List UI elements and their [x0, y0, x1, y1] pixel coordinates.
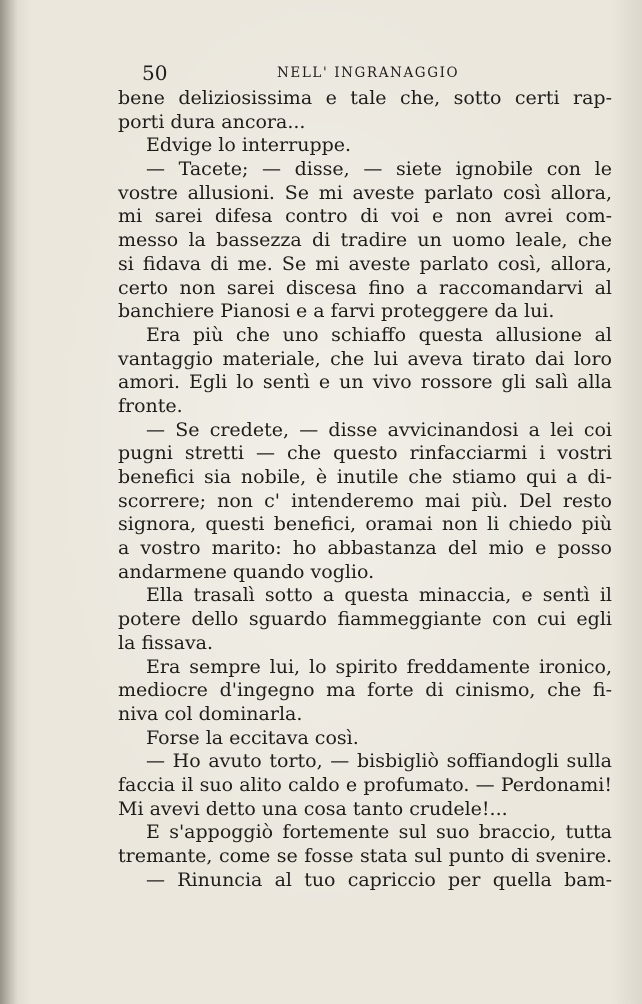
text-line: banchiere Pianosi e a farvi proteggere da lui. — [118, 300, 555, 323]
text-line: certo non sarei discesa fino a raccomandarvi al — [118, 276, 612, 299]
text-line: mi sarei difesa contro di voi e non avrei com- — [118, 205, 612, 228]
page-number: 50 — [142, 61, 168, 85]
text-line: Edvige lo interruppe. — [146, 134, 352, 157]
text-line: Era sempre lui, lo spirito freddamente ironico, — [146, 655, 612, 678]
text-line: si fidava di me. Se mi aveste parlato così, allora, — [118, 252, 612, 275]
text-line: amori. Egli lo sentì e un vivo rossore gli salì alla — [118, 371, 612, 394]
text-line: potere dello sguardo fiammeggiante con cui egli — [118, 608, 612, 631]
text-line: messo la bassezza di tradire un uomo leale, che — [118, 229, 612, 252]
text-line: signora, questi benefici, oramai non li chiedo più — [118, 513, 612, 536]
text-line: Ella trasalì sotto a questa minaccia, e sentì il — [146, 584, 612, 607]
text-line: a vostro marito: ho abbastanza del mio e posso — [118, 537, 612, 560]
text-line: vostre allusioni. Se mi aveste parlato così allora, — [118, 181, 612, 204]
text-line: Era più che uno schiaffo questa allusione al — [146, 323, 612, 346]
text-line: Mi avevi detto una cosa tanto crudele!... — [118, 797, 508, 820]
text-line: — Tacete; — disse, — siete ignobile con le — [146, 158, 612, 181]
running-head — [0, 60, 642, 86]
text-line: Forse la eccitava così. — [146, 726, 359, 749]
text-line: bene deliziosissima e tale che, sotto certi rap- — [118, 87, 612, 109]
text-line: E s'appoggiò fortemente sul suo braccio, tutta — [146, 821, 612, 844]
text-line: la fissava. — [118, 631, 214, 654]
text-line: — Se credete, — disse avvicinandosi a lei coi — [146, 418, 612, 441]
text-line: porti dura ancora... — [118, 110, 306, 133]
text-line: tremante, come se fosse stata sul punto di svenire. — [118, 845, 612, 867]
text-line: scorrere; non c' intenderemo mai più. Del resto — [118, 489, 612, 512]
body-text — [118, 87, 612, 892]
text-line: fronte. — [118, 394, 183, 417]
text-line: andarmene quando voglio. — [118, 560, 375, 583]
running-title: NELL' INGRANAGGIO — [277, 65, 460, 81]
text-line: mediocre d'ingegno ma forte di cinismo, che fi- — [118, 679, 612, 702]
text-line: benefici sia nobile, è inutile che stiamo qui a di- — [118, 466, 612, 488]
text-line: — Ho avuto torto, — bisbigliò soffiandogli sulla — [146, 750, 612, 773]
gutter-shadow — [0, 0, 18, 1004]
text-line: — Rinuncia al tuo capriccio per quella bam- — [146, 868, 612, 891]
text-line: vantaggio materiale, che lui aveva tirato dai loro — [118, 347, 612, 370]
text-line: niva col dominarla. — [118, 702, 303, 725]
text-line: faccia il suo alito caldo e profumato. — Perdonami! — [118, 773, 612, 796]
text-line: pugni stretti — che questo rinfacciarmi i vostri — [118, 442, 612, 465]
